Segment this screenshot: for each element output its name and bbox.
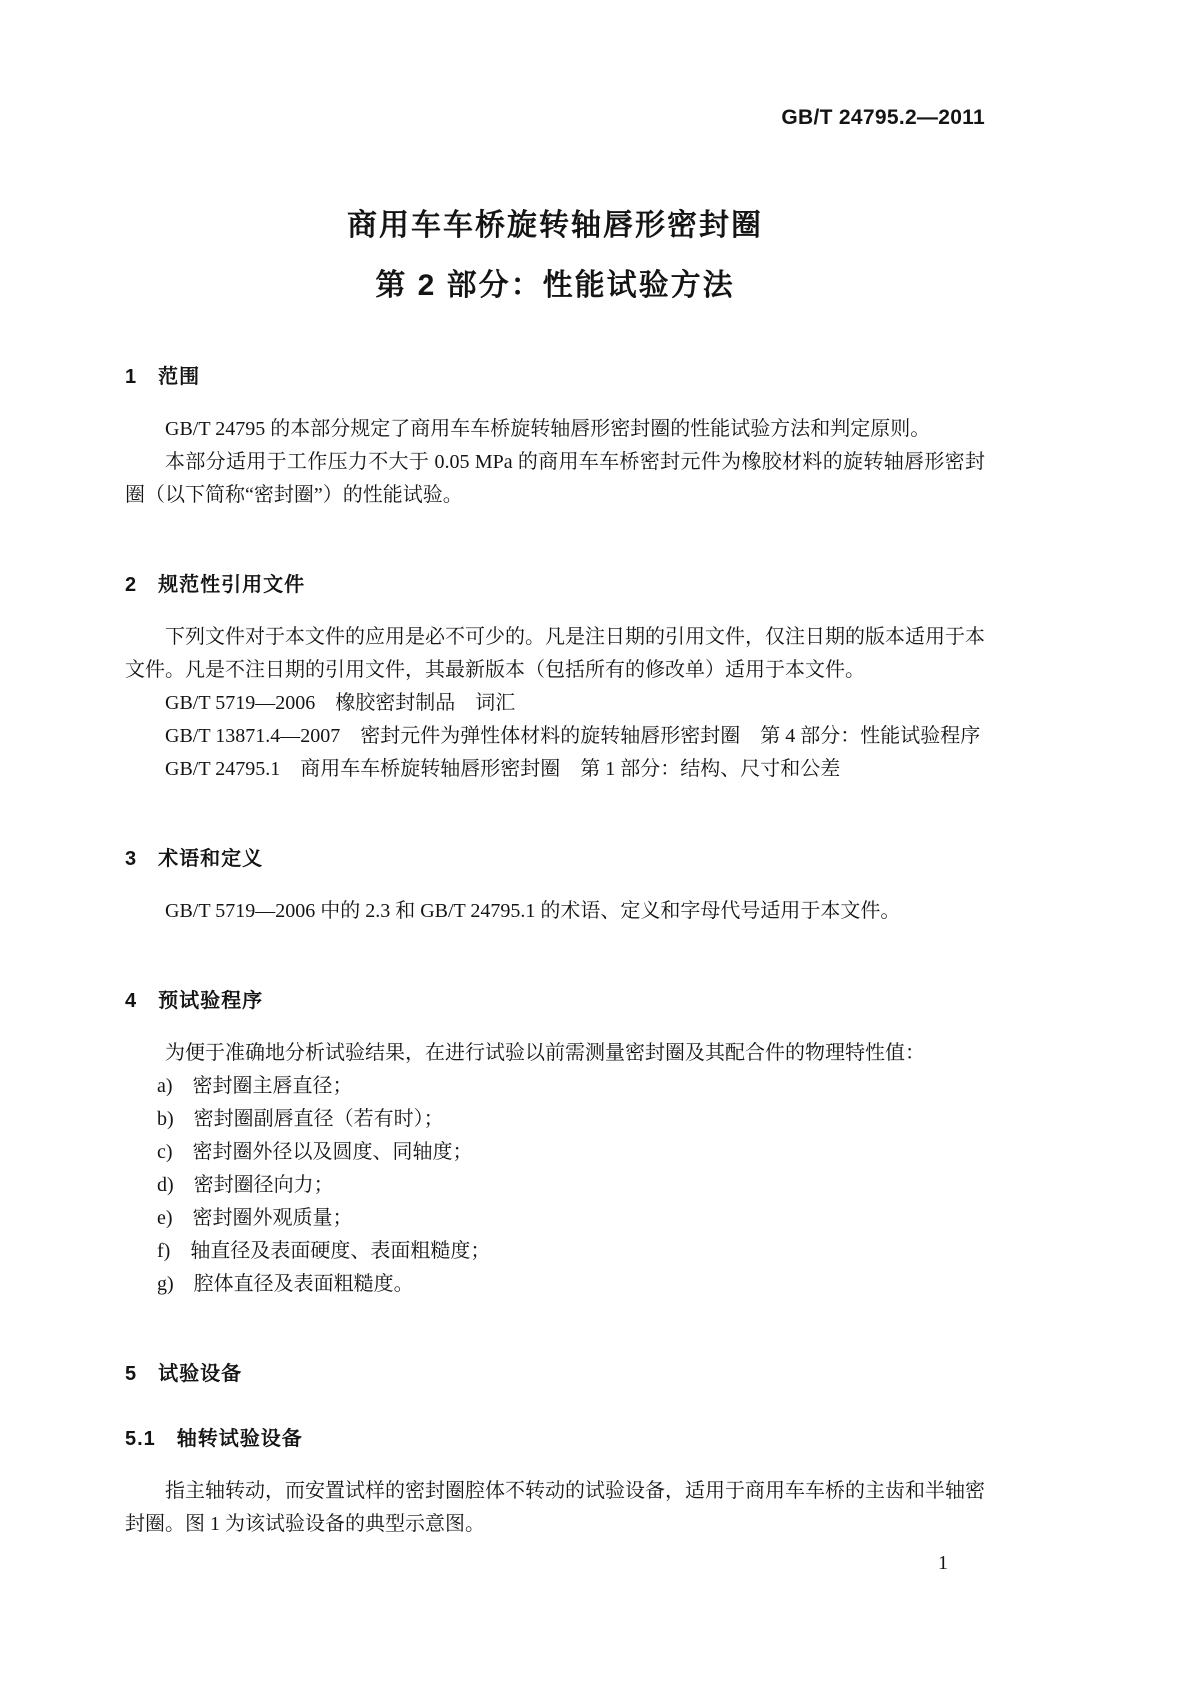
list-item-f: f) 轴直径及表面硬度、表面粗糙度； — [157, 1240, 491, 1262]
list-item-g: g) 腔体直径及表面粗糙度。 — [157, 1273, 414, 1295]
list-item-a: a) 密封圈主唇直径； — [157, 1075, 353, 1097]
section-1-heading: 1 范围 — [125, 366, 201, 388]
section-5-heading: 5 试验设备 — [125, 1363, 243, 1385]
section-4-heading: 4 预试验程序 — [125, 990, 264, 1012]
section-3-heading: 3 术语和定义 — [125, 848, 264, 870]
section-3-paragraph-1: GB/T 5719—2006 中的 2.3 和 GB/T 24795.1 的术语、定义和字母代号适用于本文件。 — [165, 900, 901, 922]
document-title-line1: 商用车车桥旋转轴唇形密封圈 — [347, 209, 763, 242]
section-4-paragraph-1: 为便于准确地分析试验结果，在进行试验以前需测量密封圈及其配合件的物理特性值： — [165, 1042, 925, 1064]
section-2-paragraph-1: 下列文件对于本文件的应用是必不可少的。凡是注日期的引用文件，仅注日期的版本适用于本文件。凡是不注日期的引用文件，其最新版本（包括所有的修改单）适用于本文件。 — [125, 626, 985, 681]
normative-reference-3: GB/T 24795.1 商用车车桥旋转轴唇形密封圈 第 1 部分：结构、尺寸和公差 — [165, 758, 841, 780]
section-5-1-paragraph-1: 指主轴转动，而安置试样的密封圈腔体不转动的试验设备，适用于商用车车桥的主齿和半轴密封圈。图 1 为该试验设备的典型示意图。 — [125, 1480, 985, 1535]
section-5-1-heading: 5.1 轴转试验设备 — [125, 1428, 303, 1450]
section-1-paragraph-2: 本部分适用于工作压力不大于 0.05 MPa 的商用车车桥密封元件为橡胶材料的旋转轴唇形密封圈（以下简称“密封圈”）的性能试验。 — [125, 451, 985, 506]
section-2-heading: 2 规范性引用文件 — [125, 574, 306, 596]
list-item-c: c) 密封圈外径以及圆度、同轴度； — [157, 1141, 473, 1163]
section-1-paragraph-1: GB/T 24795 的本部分规定了商用车车桥旋转轴唇形密封圈的性能试验方法和判定原则。 — [165, 418, 931, 440]
normative-reference-1: GB/T 5719—2006 橡胶密封制品 词汇 — [165, 692, 516, 714]
list-item-d: d) 密封圈径向力； — [157, 1174, 334, 1196]
standard-number: GB/T 24795.2—2011 — [781, 106, 985, 129]
list-item-b: b) 密封圈副唇直径（若有时）； — [157, 1108, 444, 1130]
normative-reference-2: GB/T 13871.4—2007 密封元件为弹性体材料的旋转轴唇形密封圈 第 4 部分：性能试验程序 — [165, 725, 981, 747]
document-title-line2: 第 2 部分：性能试验方法 — [375, 269, 735, 302]
list-item-e: e) 密封圈外观质量； — [157, 1207, 353, 1229]
pretest-item-list — [125, 1070, 985, 1301]
page-number: 1 — [938, 1552, 948, 1574]
